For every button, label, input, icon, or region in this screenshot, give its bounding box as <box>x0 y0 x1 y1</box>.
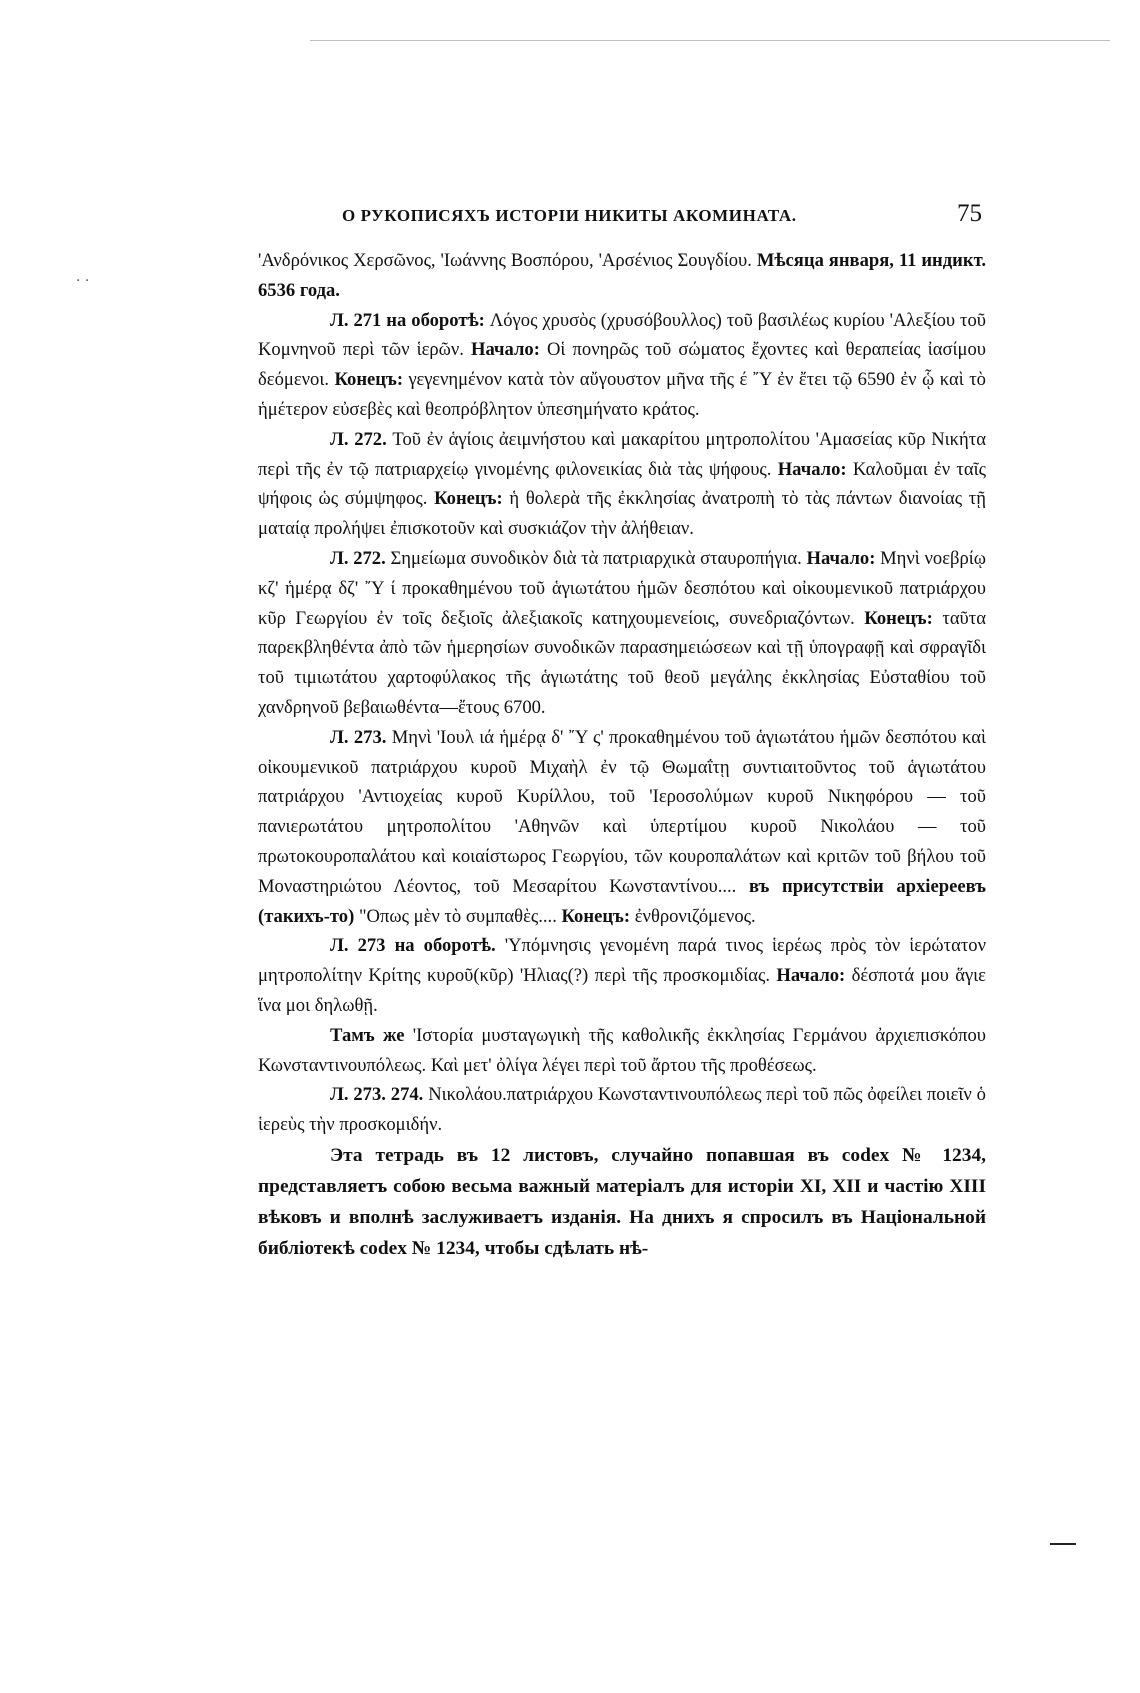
paragraph <box>258 1140 986 1264</box>
text-run: Μηνὶ 'Ιουλ ιά ἡμέρᾳ δ' ῎Υ ς' προκαθημένου τοῦ ἁγιωτάτου ἡμῶν δεσπότου καὶ οἰκουμενικοῦ πατριάρχου κυροῦ Μιχαὴλ ἐν τῷ Θωμαΐτῃ συντιαιτοῦντος τοῦ ἁγιωτάτου πατριάρχου 'Αντιοχείας κυροῦ Κυρίλλου, τοῦ 'Ιεροσολύμων κυροῦ Νικηφόρου — τοῦ πανιερωτάτου μητροπολίτου 'Αθηνῶν καὶ ὑπερτίμου κυροῦ Νικολάου — τοῦ πρωτοκουροπαλάτου καὶ κοιαίστωρος Γεωργίου, τῶν κουροπαλάτων καὶ κριτῶν τοῦ βήλου τοῦ Μοναστηριώτου Λέοντος, τοῦ Μεσαρίτου Κωνσταντίνου.... <box>258 726 986 897</box>
bold-label: Конецъ: <box>561 905 631 927</box>
paragraph <box>258 1080 986 1140</box>
text-run: γεγενημένον κατὰ τὸν αὔγουστον μῆνα τῆς έ ῎Υ ἐν ἔτει τῷ 6590 ἐν ᾧ καὶ τὸ ἡμέτερον εὐσεβὲς καὶ θεοπρόβλητον ὑπεσημήνατο κράτος. <box>258 369 986 420</box>
bold-label: Л. 271 на оборотѣ: <box>330 309 485 331</box>
bold-label: Конецъ: <box>434 488 503 510</box>
bold-label: Л. 272. <box>330 428 387 450</box>
bold-label: въ присутствіи архіереевъ (такихъ-то) <box>258 875 986 927</box>
text-run: 'Υπόμνησις γενομένη παρά τινος ἱερέως πρὸς τὸν ἱερώτατον μητροπολίτην Κρίτης κυροῦ(κῦρ) 'Ηλιας(?) περὶ τῆς προσκομιδίας. <box>258 935 986 987</box>
paragraph <box>258 723 986 932</box>
text-run: ἐνθρονιζόμενος. <box>630 905 756 927</box>
bold-label: Начало: <box>776 965 846 987</box>
bold-label: Конецъ: <box>334 369 404 391</box>
margin-mark: · · <box>76 273 90 289</box>
page-header <box>262 200 982 234</box>
text-run: 'Ιστορία μυσταγωγικὴ τῆς καθολικῆς ἐκκλησίας Γερμάνου ἀρχιεπισκόπου Κωνσταντινουπόλεως. Καὶ μετ' ὀλίγα λέγει περὶ τοῦ ἄρτου τῆς προθέσεως. <box>258 1024 987 1076</box>
paragraph <box>258 1021 986 1081</box>
bold-label: Конецъ: <box>864 607 933 629</box>
running-title: О РУКОПИСЯХЪ ИСТОРІИ НИКИТЫ АКОМИНАТА. <box>342 206 797 225</box>
corner-mark <box>1050 1543 1076 1545</box>
text-run: Καλοῦμαι ἐν ταῖς ψήφοις ὡς σύμψηφος. <box>258 458 986 510</box>
text-run: ταῦτα παρεκβληθέντα ἀπὸ τῶν ἡμερησίων συνοδικῶν παρασημειώσεων καὶ τῇ ὑπογραφῇ καὶ σφραγῖδι τοῦ τιμιωτάτου χαρτοφύλακος τῆς ἁγιωτάτης τοῦ θεοῦ μεγάλης ἐκκλησίας Εὐσταθίου τοῦ χανδρηνοῦ βεβαιωθέντα—ἔτους 6700. <box>258 607 986 718</box>
bold-label: Л. 273. <box>330 726 387 748</box>
paragraph <box>258 425 986 544</box>
text-run: δέσποτά μου ἅγιε ἵνα μοι δηλωθῇ. <box>258 965 986 1016</box>
text-run: Νικολάου.πατριάρχου Κωνσταντινουπόλεως περὶ τοῦ πῶς ὀφείλει ποιεῖν ὁ ἱερεὺς τὴν προσκομιδήν. <box>258 1084 986 1136</box>
scan-edge-line <box>310 40 1110 41</box>
text-column <box>258 246 986 1264</box>
text-run: "Οπως μὲν τὸ συμπαθὲς.... <box>358 905 562 927</box>
bold-label: Тамъ же <box>330 1024 405 1046</box>
text-run: 'Ανδρόνικος Χερσῶνος, 'Ιωάννης Βοσπόρου, 'Αρσένιος Σουγδίου. <box>258 250 757 271</box>
paragraph <box>258 544 986 723</box>
text-run: Τοῦ ἐν ἁγίοις ἀειμνήστου καὶ μακαρίτου μητροπολίτου 'Αμασείας κῦρ Νικήτα περὶ τῆς ἐν τῷ πατριαρχείῳ γινομένης φιλονεικίας διὰ τὰς ψήφους. <box>258 428 986 480</box>
bold-label: Эта тетрадь въ 12 листовъ, случайно попавшая въ codex № 1234, представляетъ собою весьма важный матеріалъ для исторіи XI, XII и частію XIII вѣковъ и вполнѣ заслуживаетъ изданія. На днихъ я спросилъ въ Національной библіотекѣ codex № 1234, чтобы сдѣлать нѣ- <box>258 1144 986 1259</box>
bold-label: Начало: <box>471 339 540 361</box>
bold-label: Л. 273 на оборотѣ. <box>330 935 496 957</box>
bold-label: Мѣсяца января, 11 индикт. 6536 года. <box>258 250 986 301</box>
text-run: Σημείωμα συνοδικὸν διὰ τὰ πατριαρχικὰ σταυροπήγια. <box>385 547 807 569</box>
paragraph <box>258 306 986 425</box>
text-run: Οἱ πονηρῶς τοῦ σώματος ἔχοντες καὶ θεραπείας ἰασίμου δεόμενοι. <box>258 339 986 391</box>
bold-label: Начало: <box>806 547 876 569</box>
paragraph <box>258 246 986 306</box>
bold-label: Л. 272. <box>330 547 386 569</box>
paragraph <box>258 931 986 1020</box>
bold-label: Л. 273. 274. <box>330 1084 424 1106</box>
page-number: 75 <box>957 200 982 227</box>
text-run: Μηνὶ νοεβρίῳ κζ' ἡμέρᾳ δζ' ῎Υ ί προκαθημένου τοῦ ἁγιωτάτου ἡμῶν δεσπότου καὶ οἰκουμενικοῦ πατριάρχου κῦρ Γεωργίου ἐν τοῖς δεξιοῖς ἀλεξιακοῖς κατηχουμενείοις, συνεδριαζόντων. <box>258 547 986 629</box>
text-run: Λόγος χρυσὸς (χρυσόβουλλος) τοῦ βασιλέως κυρίου 'Αλεξίου τοῦ Κομνηνοῦ περὶ τῶν ἱερῶν. <box>258 309 987 361</box>
bold-label: Начало: <box>777 458 847 480</box>
text-run: ἡ θολερὰ τῆς ἐκκλησίας ἀνατροπὴ τὸ τὰς πάντων διανοίας τῇ ματαίᾳ προλήψει ἐπισκοτοῦν καὶ συσκιάζον τὴν ἀλήθειαν. <box>258 488 986 540</box>
